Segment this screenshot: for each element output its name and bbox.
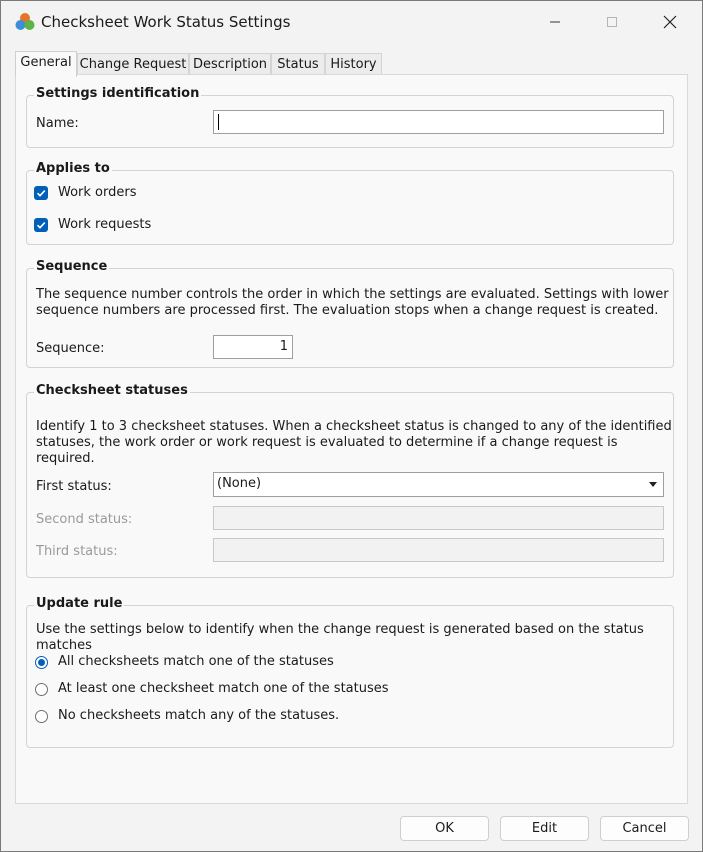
minimize-button[interactable] xyxy=(532,1,578,43)
window-title: Checksheet Work Status Settings xyxy=(41,13,291,31)
radio-none-match-label[interactable]: No checksheets match any of the statuses. xyxy=(58,708,340,723)
statuses-description-line1: Identify 1 to 3 checksheet statuses. When a checksheet status is changed to any of the identified xyxy=(36,419,672,434)
radio-all-match[interactable] xyxy=(35,656,48,669)
sequence-description-line1: The sequence number controls the order in which the settings are evaluated. Settings with lower xyxy=(36,287,669,302)
checksheet-statuses-group xyxy=(26,383,674,578)
sequence-group xyxy=(26,259,674,368)
checkmark-icon xyxy=(35,219,47,231)
tab-change-request[interactable]: Change Request xyxy=(77,53,189,76)
ok-button[interactable]: OK xyxy=(400,816,489,841)
third-status-dropdown[interactable] xyxy=(213,538,664,562)
radio-all-match-label[interactable]: All checksheets match one of the statuses xyxy=(58,654,334,669)
edit-button[interactable]: Edit xyxy=(500,816,589,841)
text-cursor xyxy=(218,114,219,130)
work-requests-label[interactable]: Work requests xyxy=(58,217,152,232)
first-status-value: (None) xyxy=(217,476,262,491)
update-rule-group xyxy=(26,596,674,748)
tab-description[interactable]: Description xyxy=(189,53,271,76)
radio-at-least-one-match[interactable] xyxy=(35,683,48,696)
general-tab-panel xyxy=(15,74,688,804)
radio-none-match[interactable] xyxy=(35,710,48,723)
title-bar[interactable] xyxy=(1,1,702,43)
work-orders-label[interactable]: Work orders xyxy=(58,185,137,200)
settings-identification-title: Settings identification xyxy=(36,86,200,101)
second-status-dropdown[interactable] xyxy=(213,506,664,530)
name-input[interactable] xyxy=(213,110,664,134)
close-button[interactable] xyxy=(647,1,693,43)
update-rule-title: Update rule xyxy=(36,596,123,611)
first-status-label: First status: xyxy=(36,479,112,494)
statuses-description-line2: statuses, the work order or work request is evaluated to determine if a change request is required. xyxy=(36,435,618,466)
work-orders-checkbox[interactable] xyxy=(34,186,48,200)
close-icon xyxy=(663,15,677,29)
applies-to-title: Applies to xyxy=(36,161,110,176)
tab-status[interactable]: Status xyxy=(271,53,325,76)
sequence-input[interactable] xyxy=(213,335,293,359)
app-logo-icon xyxy=(15,12,35,32)
sequence-value: 1 xyxy=(279,339,288,354)
sequence-title: Sequence xyxy=(36,259,108,274)
maximize-button[interactable] xyxy=(589,1,635,43)
minimize-icon xyxy=(549,16,561,28)
cancel-button[interactable]: Cancel xyxy=(600,816,689,841)
settings-identification-group xyxy=(26,86,674,148)
dropdown-arrow-icon[interactable] xyxy=(649,482,657,487)
tab-history[interactable]: History xyxy=(325,53,382,76)
sequence-description-line2: sequence numbers are processed first. The evaluation stops when a change request is created. xyxy=(36,303,659,318)
update-rule-description: Use the settings below to identify when the change request is generated based on the status matches xyxy=(36,622,644,653)
applies-to-group xyxy=(26,161,674,245)
checksheet-statuses-title: Checksheet statuses xyxy=(36,383,188,398)
first-status-dropdown[interactable] xyxy=(213,472,664,497)
work-requests-checkbox[interactable] xyxy=(34,218,48,232)
tab-general[interactable]: General xyxy=(15,51,77,77)
third-status-label: Third status: xyxy=(36,544,118,559)
second-status-label: Second status: xyxy=(36,512,133,527)
radio-at-least-one-match-label[interactable]: At least one checksheet match one of the statuses xyxy=(58,681,389,696)
checkmark-icon xyxy=(35,187,47,199)
maximize-icon xyxy=(606,16,618,28)
name-label: Name: xyxy=(36,116,79,131)
sequence-label: Sequence: xyxy=(36,341,105,356)
